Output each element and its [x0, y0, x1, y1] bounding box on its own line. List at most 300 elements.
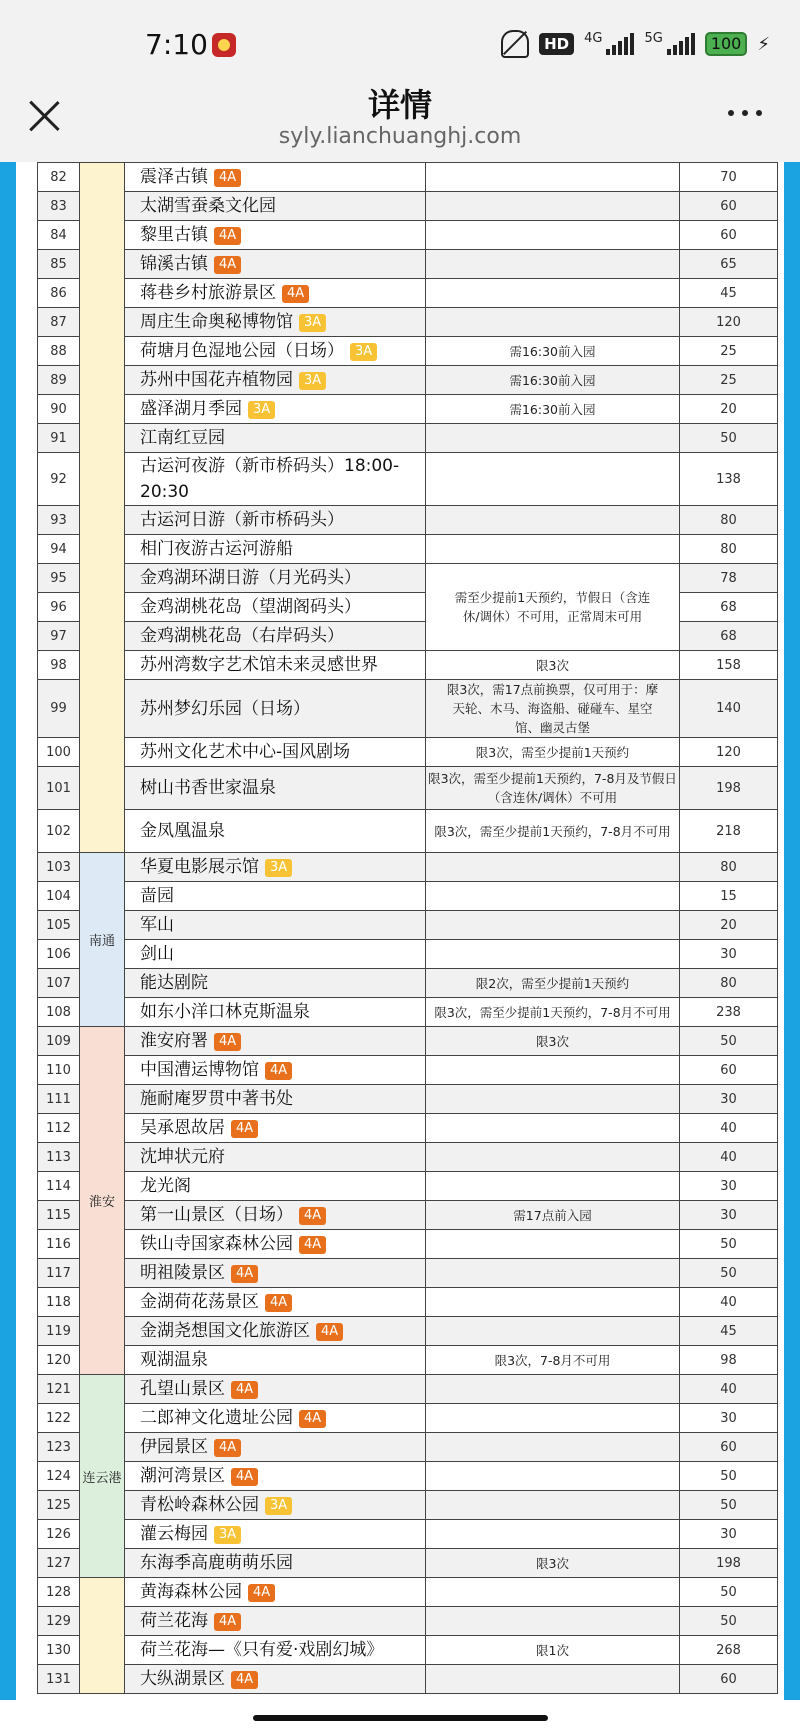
price-cell: 40 — [680, 1143, 778, 1172]
attraction-name-cell — [125, 564, 426, 593]
table-row — [38, 1578, 778, 1607]
price-cell: 30 — [680, 1201, 778, 1230]
row-number: 88 — [38, 337, 80, 366]
price-cell: 68 — [680, 622, 778, 651]
attraction-name-cell — [125, 651, 426, 680]
note-cell: 限3次，需至少提前1天预约 — [426, 738, 680, 767]
rating-badge: 4A — [231, 1381, 258, 1399]
page-content[interactable] — [0, 162, 800, 1700]
note-cell — [426, 853, 680, 882]
note-cell: 限3次 — [426, 651, 680, 680]
table-row — [38, 1085, 778, 1114]
row-number: 97 — [38, 622, 80, 651]
row-number: 117 — [38, 1259, 80, 1288]
table-row — [38, 1636, 778, 1665]
row-number: 91 — [38, 424, 80, 453]
note-cell: 限2次，需至少提前1天预约 — [426, 969, 680, 998]
note-cell — [426, 279, 680, 308]
attraction-name: 古运河夜游（新市桥码头）18:00-20:30 — [140, 456, 400, 502]
price-cell: 120 — [680, 308, 778, 337]
mute-bell-icon — [501, 30, 529, 58]
attraction-table — [37, 162, 778, 1694]
price-cell: 50 — [680, 1462, 778, 1491]
note-cell: 需17点前入园 — [426, 1201, 680, 1230]
price-cell: 50 — [680, 1578, 778, 1607]
rating-badge: 4A — [231, 1120, 258, 1138]
row-number: 106 — [38, 940, 80, 969]
note-cell — [426, 308, 680, 337]
row-number: 82 — [38, 163, 80, 192]
hd-voice-icon: HD — [539, 33, 574, 55]
note-cell: 限3次，7-8月不可用 — [426, 1346, 680, 1375]
note-cell — [426, 192, 680, 221]
table-row — [38, 279, 778, 308]
note-cell — [426, 506, 680, 535]
rating-badge: 4A — [231, 1671, 258, 1689]
attraction-name: 淮安府署 — [140, 1031, 208, 1051]
note-cell — [426, 424, 680, 453]
note-cell: 限3次，需至少提前1天预约，7-8月不可用 — [426, 810, 680, 853]
table-row — [38, 1288, 778, 1317]
attraction-name-cell — [125, 1259, 426, 1288]
rating-badge: 4A — [265, 1294, 292, 1312]
table-row — [38, 366, 778, 395]
table-row — [38, 564, 778, 593]
status-time: 7:10 — [145, 28, 208, 61]
rating-badge: 3A — [299, 314, 326, 332]
table-row — [38, 810, 778, 853]
attraction-name: 苏州文化艺术中心-国风剧场 — [140, 742, 351, 762]
row-number: 116 — [38, 1230, 80, 1259]
attraction-name-cell — [125, 1433, 426, 1462]
price-cell: 138 — [680, 453, 778, 506]
table-row — [38, 1027, 778, 1056]
table-row — [38, 453, 778, 506]
row-number: 120 — [38, 1346, 80, 1375]
table-row — [38, 1607, 778, 1636]
attraction-name: 荷兰花海—《只有爱·戏剧幻城》 — [140, 1640, 384, 1660]
note-cell — [426, 535, 680, 564]
price-cell: 120 — [680, 738, 778, 767]
region-cell: 淮安 — [80, 1027, 125, 1375]
row-number: 84 — [38, 221, 80, 250]
table-row — [38, 506, 778, 535]
table-row — [38, 969, 778, 998]
table-row — [38, 1665, 778, 1694]
price-cell: 80 — [680, 506, 778, 535]
region-cell: 南通 — [80, 853, 125, 1027]
note-cell — [426, 1578, 680, 1607]
note-cell — [426, 1143, 680, 1172]
row-number: 130 — [38, 1636, 80, 1665]
attraction-name-cell — [125, 163, 426, 192]
attraction-name: 啬园 — [140, 886, 174, 906]
attraction-name-cell — [125, 1607, 426, 1636]
row-number: 110 — [38, 1056, 80, 1085]
note-cell — [426, 453, 680, 506]
attraction-name: 锦溪古镇 — [140, 254, 208, 274]
row-number: 107 — [38, 969, 80, 998]
attraction-name-cell — [125, 395, 426, 424]
note-cell — [426, 1114, 680, 1143]
attraction-name: 吴承恩故居 — [140, 1118, 225, 1138]
region-cell — [80, 1578, 125, 1694]
attraction-name-cell — [125, 767, 426, 810]
attraction-name: 金湖荷花荡景区 — [140, 1292, 259, 1312]
note-cell — [426, 1404, 680, 1433]
attraction-name-cell — [125, 279, 426, 308]
note-cell: 限3次，需17点前换票，仅可用于：摩天轮、木马、海盗船、碰碰车、星空馆、幽灵古堡 — [426, 680, 680, 738]
price-cell: 30 — [680, 940, 778, 969]
attraction-name-cell — [125, 1549, 426, 1578]
price-cell: 268 — [680, 1636, 778, 1665]
attraction-name: 黎里古镇 — [140, 225, 208, 245]
note-cell — [426, 221, 680, 250]
table-row — [38, 680, 778, 738]
price-cell: 20 — [680, 395, 778, 424]
attraction-name: 灌云梅园 — [140, 1524, 208, 1544]
row-number: 102 — [38, 810, 80, 853]
note-cell: 限3次，需至少提前1天预约，7-8月不可用 — [426, 998, 680, 1027]
table-row — [38, 1346, 778, 1375]
attraction-name-cell — [125, 535, 426, 564]
attraction-name: 如东小洋口林克斯温泉 — [140, 1002, 310, 1022]
price-cell: 30 — [680, 1404, 778, 1433]
signal-bars-icon — [667, 33, 695, 55]
price-cell: 45 — [680, 1317, 778, 1346]
price-cell: 70 — [680, 163, 778, 192]
attraction-name-cell — [125, 1056, 426, 1085]
attraction-name: 明祖陵景区 — [140, 1263, 225, 1283]
row-number: 111 — [38, 1085, 80, 1114]
price-cell: 60 — [680, 221, 778, 250]
attraction-name-cell — [125, 453, 426, 506]
row-number: 99 — [38, 680, 80, 738]
attraction-name-cell — [125, 1636, 426, 1665]
table-row — [38, 767, 778, 810]
note-cell: 需至少提前1天预约，节假日（含连休/调休）不可用，正常周末可用 — [426, 564, 680, 651]
note-cell — [426, 163, 680, 192]
price-cell: 78 — [680, 564, 778, 593]
attraction-name: 东海季高鹿萌萌乐园 — [140, 1553, 293, 1573]
attraction-name: 中国漕运博物馆 — [140, 1060, 259, 1080]
row-number: 93 — [38, 506, 80, 535]
attraction-name-cell — [125, 1404, 426, 1433]
attraction-name-cell — [125, 622, 426, 651]
region-cell: 连云港 — [80, 1375, 125, 1578]
row-number: 121 — [38, 1375, 80, 1404]
note-cell: 需16:30前入园 — [426, 395, 680, 424]
row-number: 83 — [38, 192, 80, 221]
attraction-name: 震泽古镇 — [140, 167, 208, 187]
row-number: 86 — [38, 279, 80, 308]
table-row — [38, 651, 778, 680]
attraction-name: 荷兰花海 — [140, 1611, 208, 1631]
price-cell: 60 — [680, 1665, 778, 1694]
price-cell: 20 — [680, 911, 778, 940]
price-cell: 218 — [680, 810, 778, 853]
attraction-name: 沈坤状元府 — [140, 1147, 225, 1167]
table-row — [38, 1433, 778, 1462]
rating-badge: 3A — [265, 859, 292, 877]
rating-badge: 4A — [214, 227, 241, 245]
price-cell: 60 — [680, 1433, 778, 1462]
attraction-name-cell — [125, 680, 426, 738]
price-cell: 68 — [680, 593, 778, 622]
table-row — [38, 163, 778, 192]
rating-badge: 4A — [231, 1265, 258, 1283]
region-cell — [80, 163, 125, 853]
row-number: 85 — [38, 250, 80, 279]
attraction-name-cell — [125, 1230, 426, 1259]
attraction-name: 潮河湾景区 — [140, 1466, 225, 1486]
table-row — [38, 1201, 778, 1230]
table-row — [38, 250, 778, 279]
table-row — [38, 853, 778, 882]
attraction-name-cell — [125, 192, 426, 221]
page-border-left — [0, 162, 16, 1700]
attraction-name-cell — [125, 337, 426, 366]
rating-badge: 4A — [214, 169, 241, 187]
table-row — [38, 940, 778, 969]
price-cell: 40 — [680, 1114, 778, 1143]
rating-badge: 4A — [231, 1468, 258, 1486]
note-cell: 限3次 — [426, 1549, 680, 1578]
table-row — [38, 1114, 778, 1143]
price-cell: 40 — [680, 1375, 778, 1404]
note-cell: 限1次 — [426, 1636, 680, 1665]
attraction-name-cell — [125, 911, 426, 940]
attraction-name-cell — [125, 1462, 426, 1491]
title-bar — [0, 88, 800, 162]
attraction-name-cell — [125, 1027, 426, 1056]
table-row — [38, 1404, 778, 1433]
attraction-name: 军山 — [140, 915, 174, 935]
attraction-name-cell — [125, 882, 426, 911]
table-row — [38, 192, 778, 221]
price-cell: 238 — [680, 998, 778, 1027]
note-cell — [426, 1433, 680, 1462]
attraction-name: 龙光阁 — [140, 1176, 191, 1196]
attraction-name-cell — [125, 250, 426, 279]
note-cell — [426, 1665, 680, 1694]
note-cell — [426, 911, 680, 940]
attraction-name: 剑山 — [140, 944, 174, 964]
attraction-name: 黄海森林公园 — [140, 1582, 242, 1602]
table-row — [38, 1520, 778, 1549]
rating-badge: 4A — [299, 1207, 326, 1225]
attraction-name: 树山书香世家温泉 — [140, 778, 276, 798]
attraction-name: 二郎神文化遗址公园 — [140, 1408, 293, 1428]
more-menu-icon[interactable] — [728, 110, 762, 116]
attraction-name-cell — [125, 738, 426, 767]
row-number: 118 — [38, 1288, 80, 1317]
row-number: 104 — [38, 882, 80, 911]
row-number: 96 — [38, 593, 80, 622]
price-cell: 30 — [680, 1085, 778, 1114]
price-cell: 50 — [680, 1027, 778, 1056]
battery-indicator: 100 — [705, 32, 748, 56]
note-cell — [426, 1056, 680, 1085]
price-cell: 15 — [680, 882, 778, 911]
row-number: 123 — [38, 1433, 80, 1462]
row-number: 115 — [38, 1201, 80, 1230]
attraction-name-cell — [125, 998, 426, 1027]
screen-record-icon — [212, 33, 236, 57]
attraction-name-cell — [125, 593, 426, 622]
rating-badge: 4A — [214, 1033, 241, 1051]
attraction-name-cell — [125, 1520, 426, 1549]
rating-badge: 3A — [350, 343, 377, 361]
network-5g-label: 5G — [644, 30, 663, 46]
row-number: 114 — [38, 1172, 80, 1201]
row-number: 95 — [38, 564, 80, 593]
attraction-name: 施耐庵罗贯中著书处 — [140, 1089, 293, 1109]
rating-badge: 4A — [265, 1062, 292, 1080]
home-indicator[interactable] — [253, 1715, 548, 1721]
attraction-name-cell — [125, 940, 426, 969]
table-row — [38, 882, 778, 911]
price-cell: 80 — [680, 853, 778, 882]
note-cell — [426, 1462, 680, 1491]
rating-badge: 4A — [316, 1323, 343, 1341]
note-cell — [426, 1259, 680, 1288]
price-cell: 198 — [680, 1549, 778, 1578]
attraction-name: 金凤凰温泉 — [140, 821, 225, 841]
row-number: 105 — [38, 911, 80, 940]
page-title: 详情 — [367, 86, 432, 124]
page-url: syly.lianchuanghj.com — [278, 124, 522, 149]
row-number: 122 — [38, 1404, 80, 1433]
price-cell: 50 — [680, 1607, 778, 1636]
attraction-name-cell — [125, 969, 426, 998]
rating-badge: 4A — [299, 1410, 326, 1428]
note-cell — [426, 1520, 680, 1549]
row-number: 113 — [38, 1143, 80, 1172]
price-cell: 80 — [680, 969, 778, 998]
attraction-name: 蒋巷乡村旅游景区 — [140, 283, 276, 303]
table-row — [38, 535, 778, 564]
price-cell: 50 — [680, 1491, 778, 1520]
row-number: 112 — [38, 1114, 80, 1143]
attraction-name-cell — [125, 1665, 426, 1694]
note-cell — [426, 1491, 680, 1520]
attraction-name: 周庄生命奥秘博物馆 — [140, 312, 293, 332]
table-row — [38, 1462, 778, 1491]
attraction-name-cell — [125, 1085, 426, 1114]
attraction-name: 太湖雪蚕桑文化园 — [140, 196, 276, 216]
attraction-name: 金鸡湖桃花岛（右岸码头） — [140, 626, 344, 646]
attraction-name-cell — [125, 424, 426, 453]
row-number: 109 — [38, 1027, 80, 1056]
table-row — [38, 395, 778, 424]
row-number: 89 — [38, 366, 80, 395]
attraction-name: 金湖尧想国文化旅游区 — [140, 1321, 310, 1341]
attraction-name-cell — [125, 1201, 426, 1230]
note-cell: 需16:30前入园 — [426, 366, 680, 395]
note-cell — [426, 1607, 680, 1636]
note-cell — [426, 1172, 680, 1201]
attraction-name-cell — [125, 1491, 426, 1520]
attraction-name: 大纵湖景区 — [140, 1669, 225, 1689]
table-row — [38, 911, 778, 940]
note-cell: 限3次，需至少提前1天预约，7-8月及节假日（含连休/调休）不可用 — [426, 767, 680, 810]
row-number: 126 — [38, 1520, 80, 1549]
attraction-name-cell — [125, 1288, 426, 1317]
table-row — [38, 424, 778, 453]
note-cell — [426, 1085, 680, 1114]
row-number: 119 — [38, 1317, 80, 1346]
rating-badge: 3A — [299, 372, 326, 390]
attraction-name: 观湖温泉 — [140, 1350, 208, 1370]
attraction-name-cell — [125, 1317, 426, 1346]
table-row — [38, 1056, 778, 1085]
rating-badge: 3A — [214, 1526, 241, 1544]
table-row — [38, 738, 778, 767]
row-number: 124 — [38, 1462, 80, 1491]
rating-badge: 4A — [214, 1439, 241, 1457]
rating-badge: 4A — [248, 1584, 275, 1602]
price-cell: 60 — [680, 192, 778, 221]
attraction-name-cell — [125, 1346, 426, 1375]
attraction-name-cell — [125, 1172, 426, 1201]
table-row — [38, 221, 778, 250]
row-number: 103 — [38, 853, 80, 882]
attraction-name: 华夏电影展示馆 — [140, 857, 259, 877]
attraction-name: 相门夜游古运河游船 — [140, 539, 293, 559]
attraction-name: 荷塘月色湿地公园（日场） — [140, 341, 344, 361]
attraction-name: 青松岭森林公园 — [140, 1495, 259, 1515]
table-row — [38, 1375, 778, 1404]
row-number: 90 — [38, 395, 80, 424]
attraction-name-cell — [125, 308, 426, 337]
signal-bars-icon — [606, 33, 634, 55]
row-number: 101 — [38, 767, 80, 810]
price-cell: 65 — [680, 250, 778, 279]
attraction-name: 苏州中国花卉植物园 — [140, 370, 293, 390]
price-cell: 60 — [680, 1056, 778, 1085]
table-row — [38, 1259, 778, 1288]
note-cell — [426, 1317, 680, 1346]
attraction-name-cell — [125, 1114, 426, 1143]
attraction-name-cell — [125, 221, 426, 250]
attraction-name: 孔望山景区 — [140, 1379, 225, 1399]
note-cell — [426, 882, 680, 911]
attraction-name-cell — [125, 810, 426, 853]
charging-bolt-icon: ⚡ — [757, 33, 770, 55]
note-cell: 需16:30前入园 — [426, 337, 680, 366]
price-cell: 50 — [680, 1259, 778, 1288]
table-row — [38, 1549, 778, 1578]
row-number: 131 — [38, 1665, 80, 1694]
rating-badge: 3A — [265, 1497, 292, 1515]
attraction-name: 苏州湾数字艺术馆未来灵感世界 — [140, 655, 378, 675]
note-cell — [426, 1288, 680, 1317]
rating-badge: 4A — [214, 1613, 241, 1631]
price-cell: 140 — [680, 680, 778, 738]
row-number: 87 — [38, 308, 80, 337]
price-cell: 45 — [680, 279, 778, 308]
note-cell — [426, 250, 680, 279]
attraction-name-cell — [125, 1143, 426, 1172]
price-cell: 158 — [680, 651, 778, 680]
price-cell: 198 — [680, 767, 778, 810]
table-row — [38, 1317, 778, 1346]
attraction-name: 盛泽湖月季园 — [140, 399, 242, 419]
price-cell: 50 — [680, 424, 778, 453]
attraction-name: 铁山寺国家森林公园 — [140, 1234, 293, 1254]
attraction-name: 金鸡湖环湖日游（月光码头） — [140, 568, 361, 588]
